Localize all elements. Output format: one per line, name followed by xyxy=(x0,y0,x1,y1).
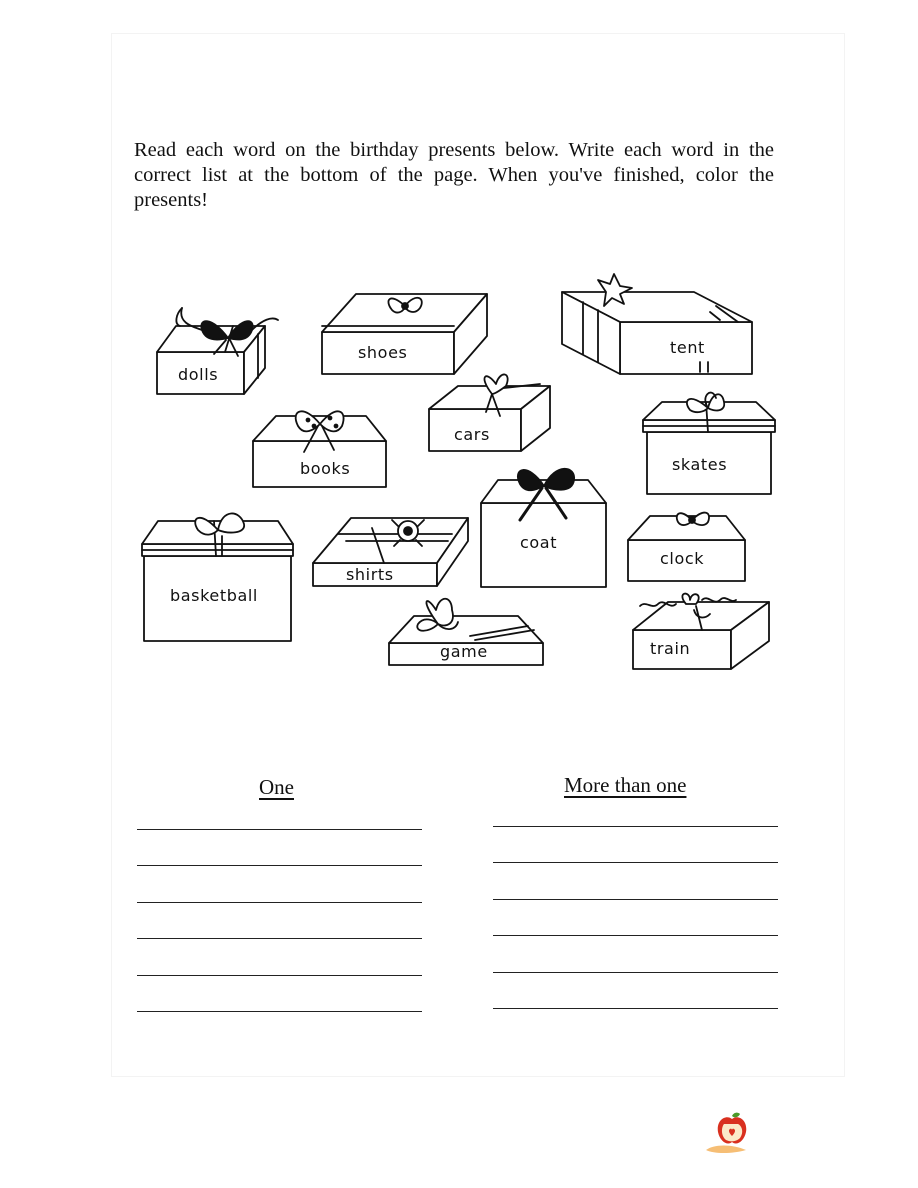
present-label: cars xyxy=(454,425,490,444)
present-label: game xyxy=(440,642,488,661)
one-answer-line[interactable] xyxy=(137,1011,422,1012)
one-answer-line[interactable] xyxy=(137,829,422,830)
present-coat xyxy=(481,469,606,587)
present-label: skates xyxy=(672,455,728,474)
present-label: shoes xyxy=(358,343,408,362)
present-label: coat xyxy=(520,533,558,552)
present-clock xyxy=(628,513,745,581)
present-label: books xyxy=(300,459,351,478)
more-than-one-answer-line[interactable] xyxy=(493,972,778,973)
more-than-one-answer-line[interactable] xyxy=(493,899,778,900)
present-label: basketball xyxy=(170,586,258,605)
one-answer-line[interactable] xyxy=(137,865,422,866)
more-than-one-answer-line[interactable] xyxy=(493,935,778,936)
one-answer-line[interactable] xyxy=(137,975,422,976)
present-label: clock xyxy=(660,549,705,568)
present-tent xyxy=(562,274,752,374)
present-dolls xyxy=(157,308,278,394)
present-label: shirts xyxy=(346,565,394,584)
more-than-one-answer-line[interactable] xyxy=(493,1008,778,1009)
present-label: dolls xyxy=(178,365,219,384)
present-label: train xyxy=(650,639,691,658)
present-shoes xyxy=(322,294,487,374)
more-than-one-answer-line[interactable] xyxy=(493,862,778,863)
present-books xyxy=(253,411,386,487)
present-skates xyxy=(643,393,775,494)
apple-logo-icon xyxy=(702,1110,752,1156)
present-cars xyxy=(429,374,550,451)
present-train xyxy=(633,594,769,669)
list-heading-one: One xyxy=(259,775,294,799)
one-answer-line[interactable] xyxy=(137,938,422,939)
present-shirts xyxy=(313,518,468,586)
present-label: tent xyxy=(670,338,705,357)
one-answer-line[interactable] xyxy=(137,902,422,903)
list-heading-more-than-one: More than one xyxy=(564,773,687,797)
instructions-text: Read each word on the birthday presents below. Write each word in the correct list at the bottom of the page. When you've finished, color the presents! xyxy=(134,139,774,211)
more-than-one-answer-line[interactable] xyxy=(493,826,778,827)
present-basketball xyxy=(142,513,293,641)
present-game xyxy=(389,599,543,665)
